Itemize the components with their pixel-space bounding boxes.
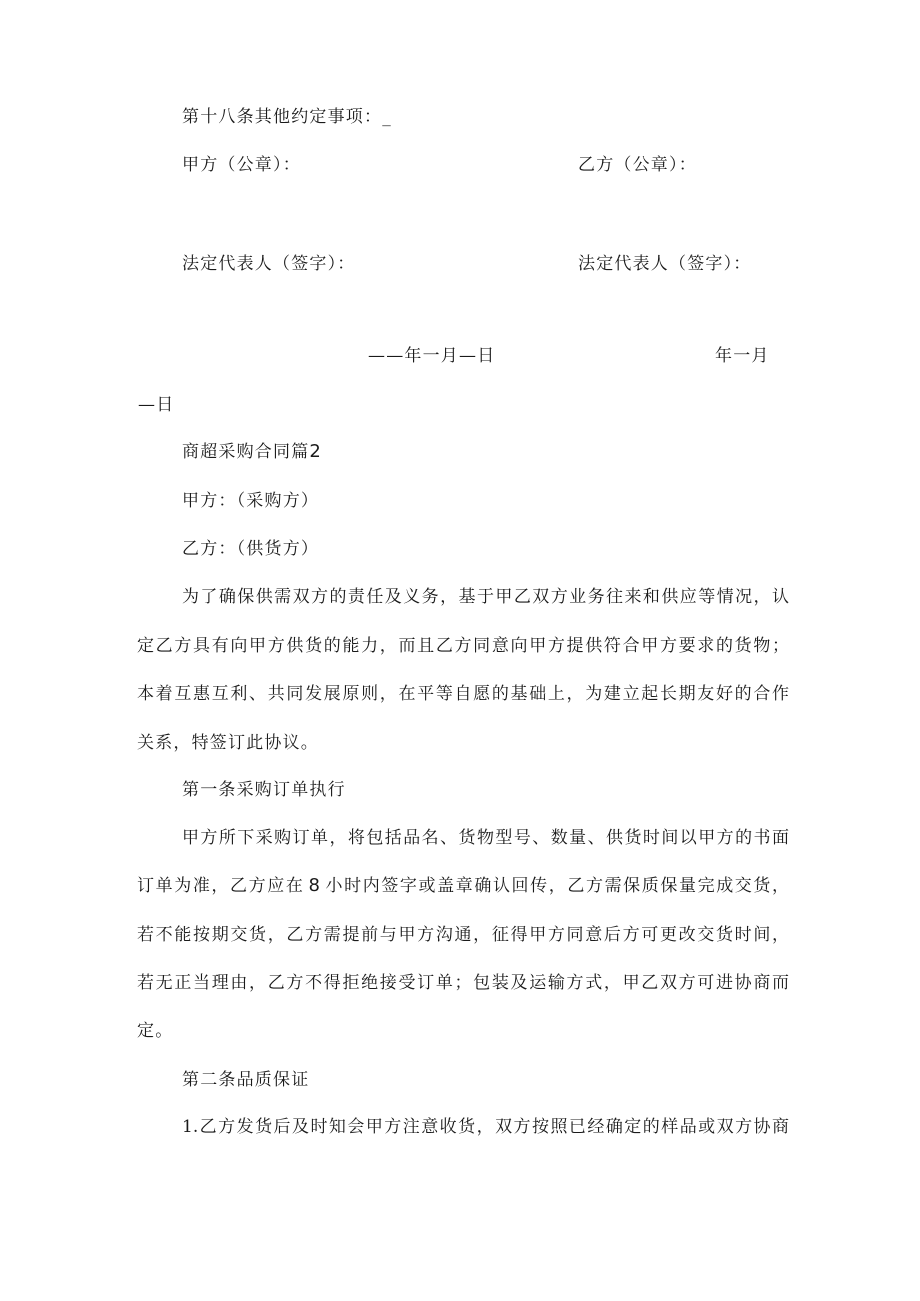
hours-value: 8: [308, 875, 320, 896]
section-title-number: 2: [309, 441, 323, 462]
party-a-rep-label: 法定代表人（签字）：: [182, 254, 356, 274]
party-b-date-day: —日: [138, 395, 175, 415]
party-b-line: 乙方：（供货方）: [182, 539, 320, 559]
party-b-date: 年一月: [715, 346, 770, 366]
intro-line-2: 定乙方具有向甲方供货的能力，而且乙方同意向甲方提供符合甲方要求的货物；: [137, 636, 789, 656]
party-a-seal-label: 甲方（公章）：: [182, 155, 301, 175]
party-a-line: 甲方：（采购方）: [182, 491, 320, 511]
party-b-rep-label: 法定代表人（签字）：: [578, 254, 752, 274]
article-1-line-3: 若不能按期交货，乙方需提前与甲方沟通，征得甲方同意后方可更改交货时间，: [137, 925, 789, 945]
intro-line-4: 关系，特签订此协议。: [137, 733, 319, 753]
article-2-item-1: 1.乙方发货后及时知会甲方注意收货，双方按照已经确定的样品或双方协商: [182, 1117, 789, 1137]
article-1-title: 第一条采购订单执行: [182, 780, 346, 800]
party-a-date: ——年一月—日: [368, 346, 496, 366]
section-title: [182, 440, 322, 464]
article-1-line-4: 若无正当理由，乙方不得拒绝接受订单；包装及运输方式，甲乙双方可进协商而: [137, 973, 789, 993]
article-1-line-2-before: 订单为准，乙方应在: [137, 876, 305, 896]
article-1-line-5: 定。: [137, 1021, 174, 1041]
section-title-text: 商超采购合同篇: [182, 442, 310, 462]
article-18: 第十八条其他约定事项：_: [182, 107, 392, 127]
article-1-line-2: [137, 874, 789, 898]
intro-line-1: 为了确保供需双方的责任及义务，基于甲乙双方业务往来和供应等情况，认: [182, 587, 789, 607]
article-2-title: 第二条品质保证: [182, 1070, 310, 1090]
article-1-line-1: 甲方所下采购订单，将包括品名、货物型号、数量、供货时间以甲方的书面: [182, 828, 789, 848]
party-b-seal-label: 乙方（公章）：: [578, 155, 697, 175]
article-1-line-2-after: 小时内签字或盖章确认回传，乙方需保质保量完成交货，: [323, 876, 790, 896]
intro-line-3: 本着互惠互利、共同发展原则，在平等自愿的基础上，为建立起长期友好的合作: [137, 684, 789, 704]
